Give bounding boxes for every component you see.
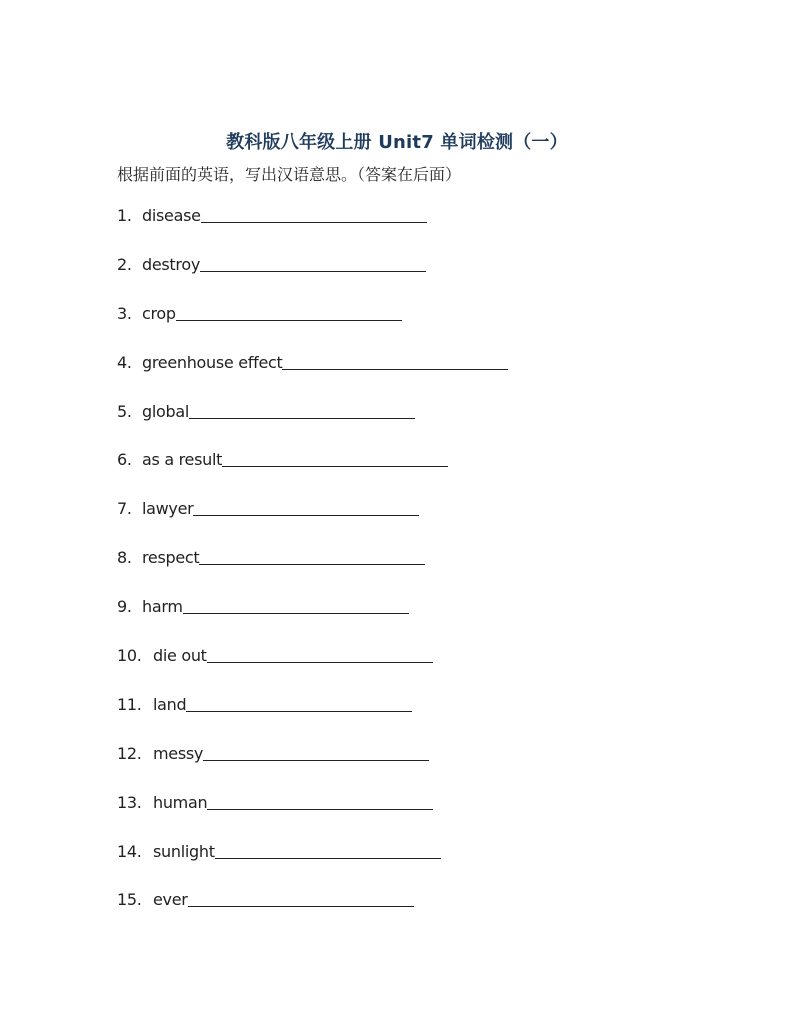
vocabulary-list: [117, 204, 508, 937]
list-item: [117, 595, 508, 644]
list-item: [117, 644, 508, 693]
answer-blank[interactable]: [176, 302, 402, 321]
page-title: 教科版八年级上册 Unit7 单词检测（一）: [226, 132, 568, 153]
list-item: [117, 546, 508, 595]
list-item: [117, 497, 508, 546]
item-word: messy: [153, 743, 204, 763]
list-item: [117, 742, 508, 791]
item-word: sunlight: [153, 841, 215, 861]
answer-blank[interactable]: [203, 742, 429, 761]
item-number: 9.: [117, 597, 132, 617]
answer-blank[interactable]: [201, 204, 427, 223]
list-item: [117, 693, 508, 742]
item-number: 15.: [117, 890, 142, 910]
list-item: [117, 204, 508, 253]
list-item: [117, 351, 508, 400]
item-number: 3.: [117, 303, 132, 323]
list-item: [117, 400, 508, 449]
answer-blank[interactable]: [186, 693, 412, 712]
item-number: 10.: [117, 646, 142, 666]
answer-blank[interactable]: [222, 448, 448, 467]
answer-blank[interactable]: [199, 546, 425, 565]
instruction-text: 根据前面的英语，写出汉语意思。（答案在后面）: [117, 165, 462, 184]
item-number: 2.: [117, 254, 132, 274]
item-word: lawyer: [142, 499, 194, 519]
item-number: 5.: [117, 401, 132, 421]
item-word: destroy: [142, 254, 200, 274]
answer-blank[interactable]: [215, 840, 441, 859]
item-word: human: [153, 792, 208, 812]
item-number: 7.: [117, 499, 132, 519]
answer-blank[interactable]: [282, 351, 508, 370]
item-word: crop: [142, 303, 176, 323]
list-item: [117, 791, 508, 840]
item-number: 12.: [117, 743, 142, 763]
item-number: 6.: [117, 450, 132, 470]
item-word: disease: [142, 206, 201, 225]
answer-blank[interactable]: [188, 888, 414, 907]
item-word: greenhouse effect: [142, 352, 283, 372]
list-item: [117, 302, 508, 351]
item-number: 11.: [117, 694, 142, 714]
list-item: [117, 840, 508, 889]
item-word: global: [142, 401, 189, 421]
item-number: 14.: [117, 841, 142, 861]
item-word: ever: [153, 890, 188, 910]
answer-blank[interactable]: [207, 791, 433, 810]
answer-blank[interactable]: [193, 497, 419, 516]
answer-blank[interactable]: [200, 253, 426, 272]
item-number: 13.: [117, 792, 142, 812]
item-word: land: [153, 694, 187, 714]
item-number: 8.: [117, 548, 132, 568]
item-number: 1.: [117, 206, 132, 225]
item-number: 4.: [117, 352, 132, 372]
item-word: respect: [142, 548, 200, 568]
list-item: [117, 888, 508, 937]
item-word: die out: [153, 646, 207, 666]
answer-blank[interactable]: [189, 400, 415, 419]
list-item: [117, 448, 508, 497]
list-item: [117, 253, 508, 302]
answer-blank[interactable]: [183, 595, 409, 614]
answer-blank[interactable]: [207, 644, 433, 663]
item-word: harm: [142, 597, 183, 617]
item-word: as a result: [142, 450, 223, 470]
